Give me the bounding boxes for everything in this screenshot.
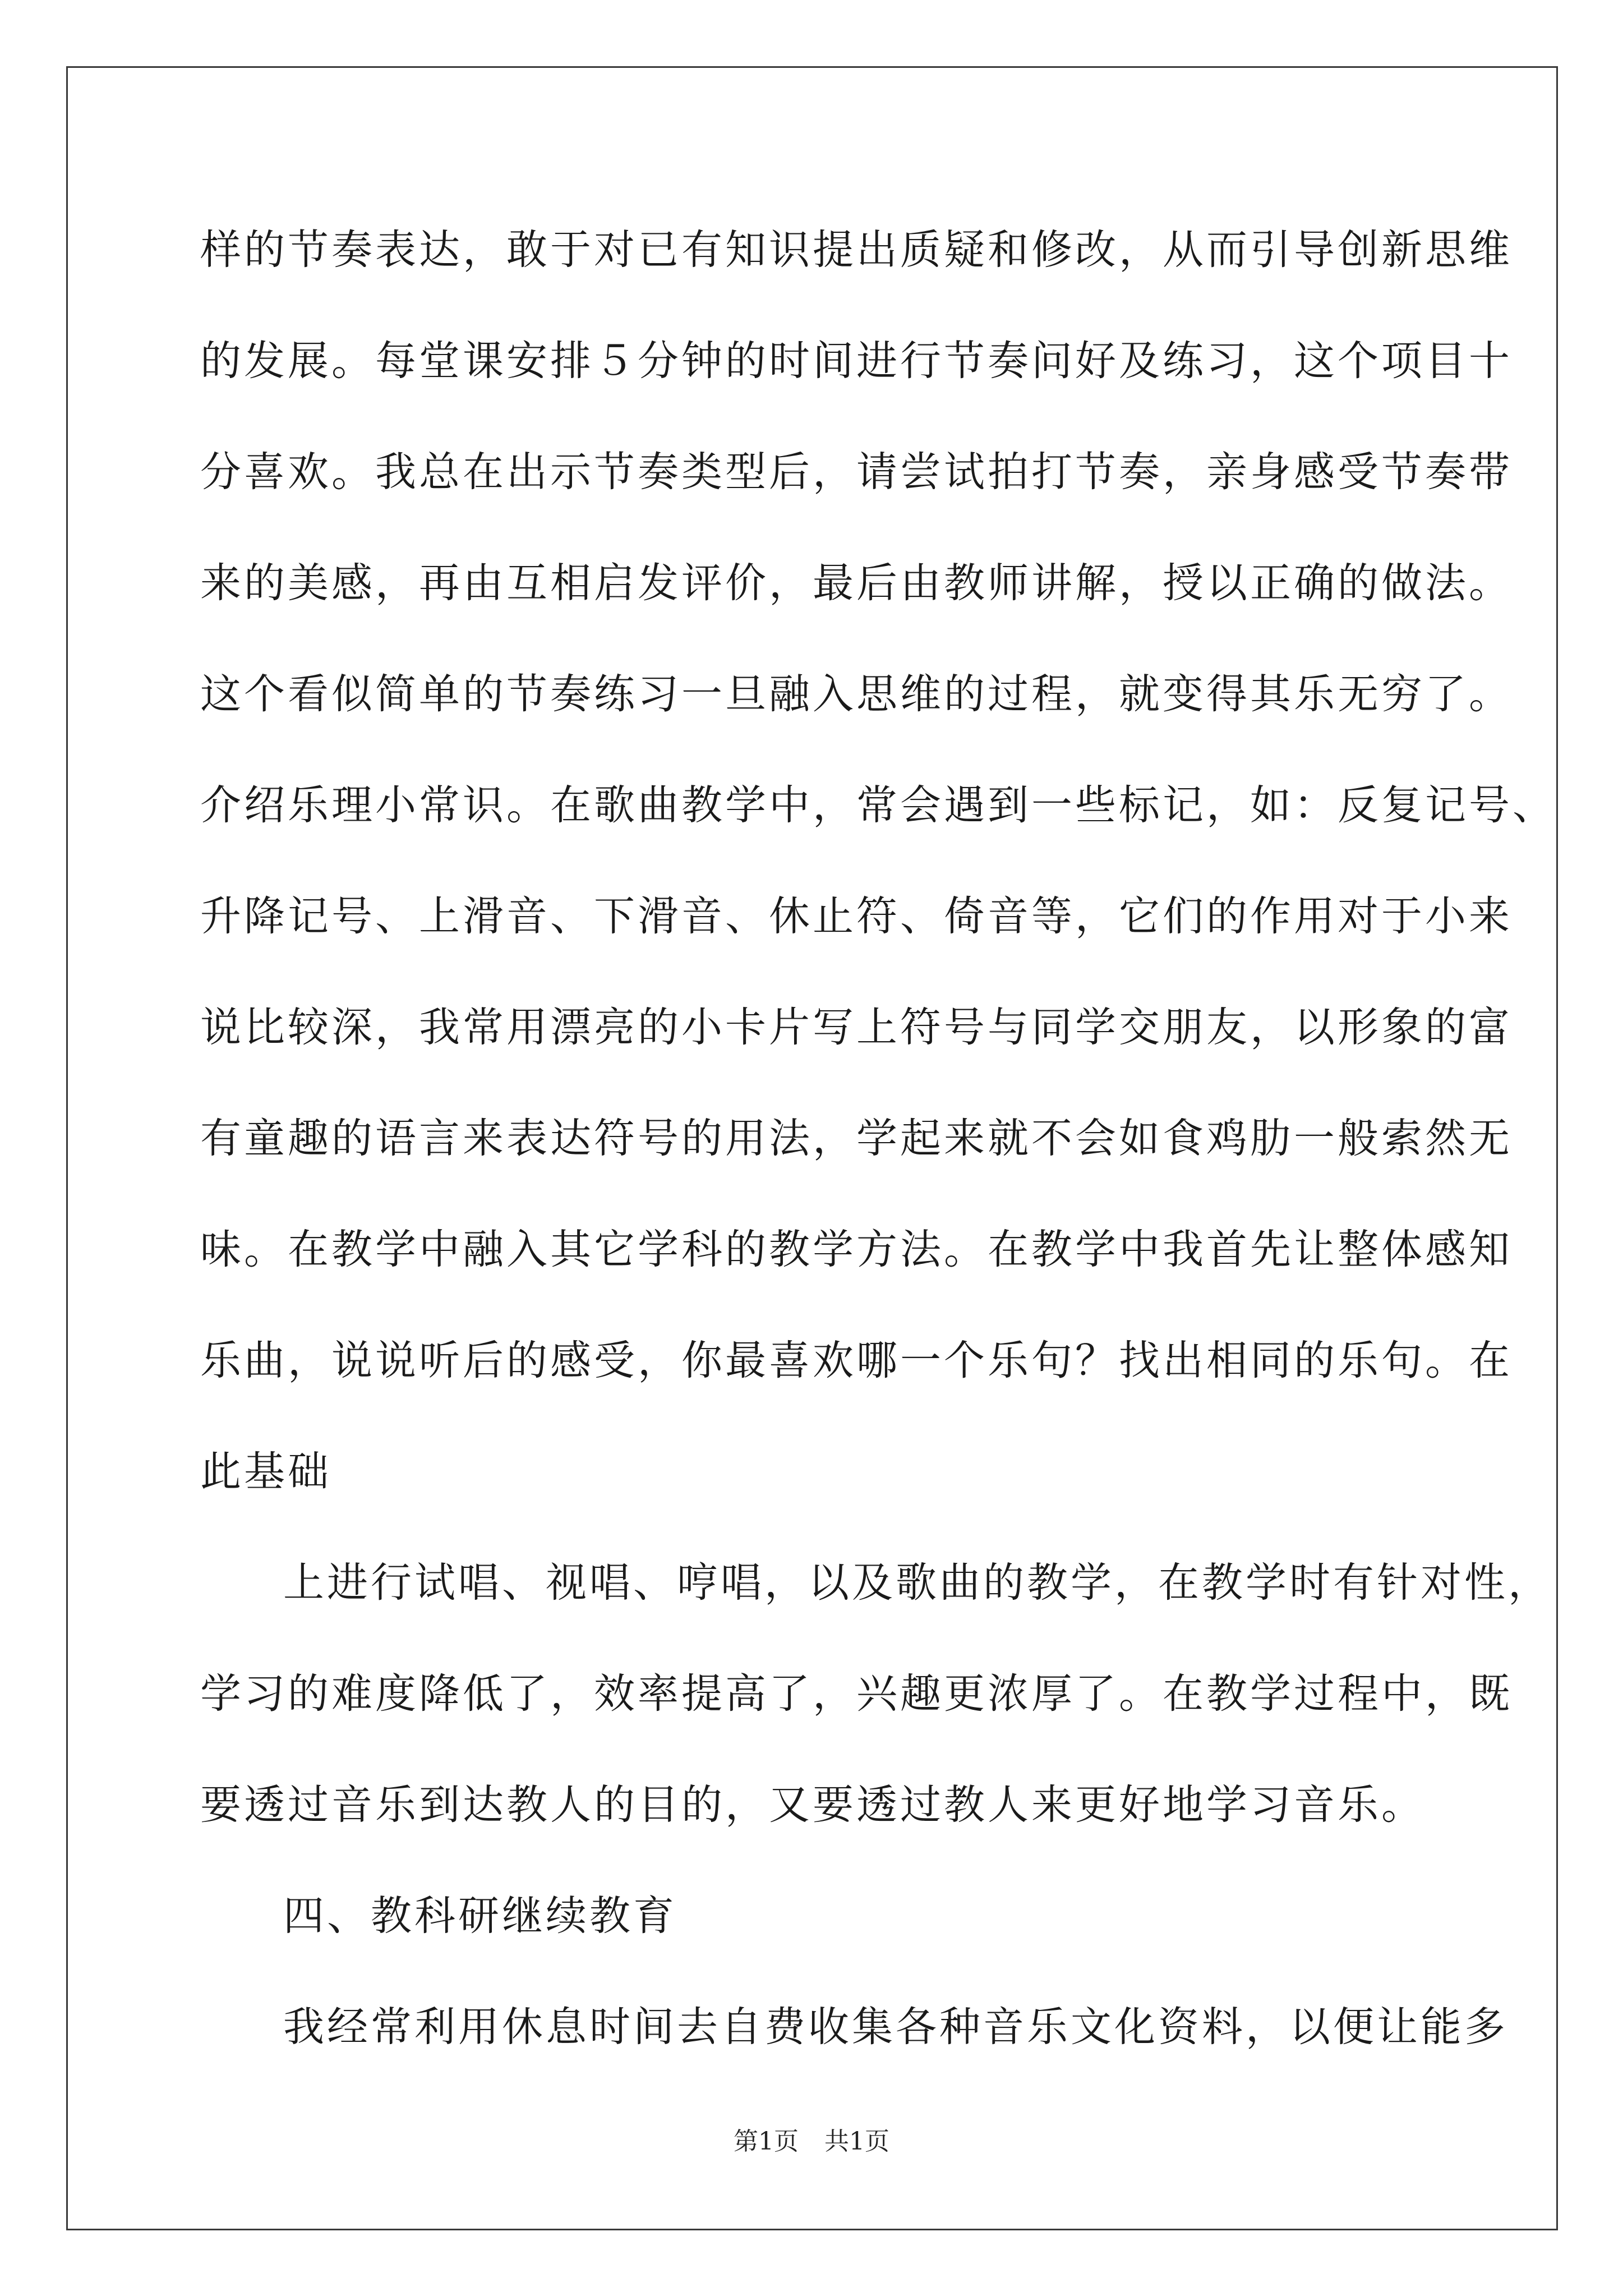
page-number-current: 第1页	[734, 2127, 799, 2156]
paragraph-line: 升降记号、上滑音、下滑音、休止符、倚音等，它们的作用对于小来	[200, 892, 1513, 940]
paragraph-line-indented: 我经常利用休息时间去自费收集各种音乐文化资料，以便让能多	[283, 2003, 1508, 2051]
paragraph-line: 味。在教学中融入其它学科的教学方法。在教学中我首先让整体感知	[200, 1226, 1513, 1273]
paragraph-line: 分喜欢。我总在出示节奏类型后，请尝试拍打节奏，亲身感受节奏带	[200, 448, 1513, 496]
paragraph-line: 要透过音乐到达教人的目的，又要透过教人来更好地学习音乐。	[200, 1781, 1425, 1829]
section-heading: 四、教科研继续教育	[283, 1892, 677, 1940]
paragraph-line: 的发展。每堂课安排５分钟的时间进行节奏问好及练习，这个项目十	[200, 337, 1513, 385]
page-footer	[0, 2125, 1623, 2159]
paragraph-line: 乐曲，说说听后的感受，你最喜欢哪一个乐句？找出相同的乐句。在	[200, 1337, 1513, 1384]
paragraph-line-indented: 上进行试唱、视唱、哼唱，以及歌曲的教学，在教学时有针对性，	[283, 1559, 1552, 1607]
paragraph-line: 样的节奏表达，敢于对已有知识提出质疑和修改，从而引导创新思维	[200, 226, 1513, 274]
paragraph-line: 介绍乐理小常识。在歌曲教学中，常会遇到一些标记，如：反复记号、	[200, 781, 1556, 829]
paragraph-line: 说比较深，我常用漂亮的小卡片写上符号与同学交朋友，以形象的富	[200, 1004, 1513, 1051]
paragraph-line: 学习的难度降低了，效率提高了，兴趣更浓厚了。在教学过程中，既	[200, 1670, 1513, 1718]
paragraph-line: 这个看似简单的节奏练习一旦融入思维的过程，就变得其乐无穷了。	[200, 670, 1513, 718]
page-number-total: 共1页	[824, 2127, 889, 2156]
paragraph-line: 有童趣的语言来表达符号的用法，学起来就不会如食鸡肋一般索然无	[200, 1115, 1513, 1162]
paragraph-line: 此基础	[200, 1448, 331, 1496]
paragraph-line: 来的美感，再由互相启发评价，最后由教师讲解，授以正确的做法。	[200, 559, 1513, 607]
